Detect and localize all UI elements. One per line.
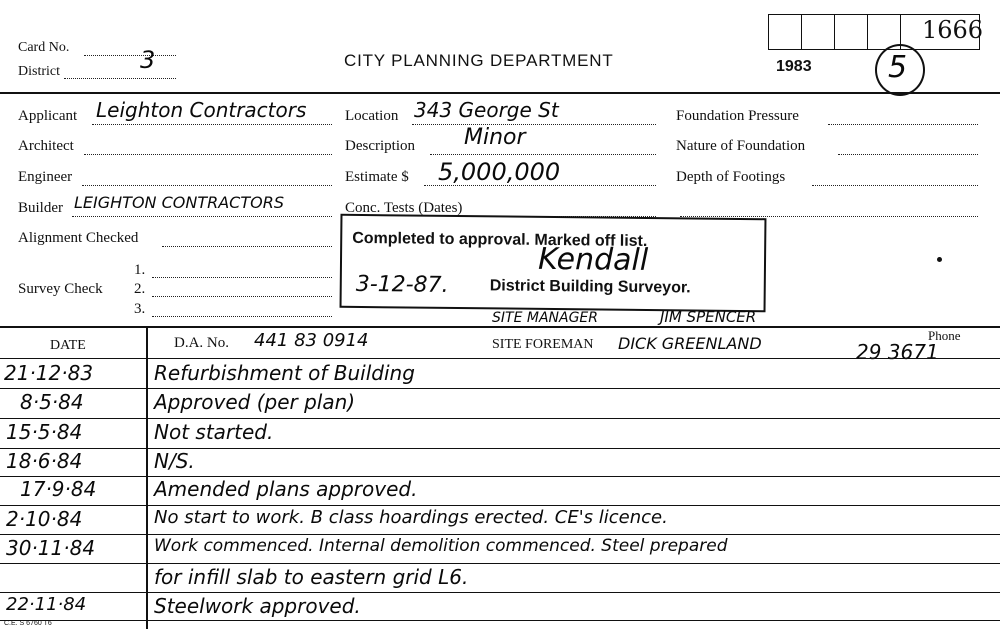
log-date: 21·12·83 <box>4 361 94 385</box>
survey-line-3 <box>152 316 332 317</box>
site-foreman-label: SITE FOREMAN <box>492 337 594 352</box>
survey-line-1 <box>152 277 332 278</box>
table-header-rule <box>0 358 1000 359</box>
district-line <box>64 78 176 79</box>
log-date: 30·11·84 <box>6 536 96 560</box>
approval-stamp <box>340 214 767 312</box>
location-value: 343 George St <box>414 98 559 122</box>
phone-value: 29 3671 <box>856 340 939 364</box>
log-text: Refurbishment of Building <box>154 361 415 385</box>
circled-number: 5 <box>888 50 908 85</box>
file-number: 1666 <box>922 16 984 44</box>
architect-label: Architect <box>18 138 74 154</box>
site-foreman-name: DICK GREENLAND <box>618 334 762 353</box>
da-value: 441 83 0914 <box>254 330 369 351</box>
log-text: Work commenced. Internal demolition commenced. Steel prepared <box>154 536 728 556</box>
foundation-pressure-label: Foundation Pressure <box>676 108 799 124</box>
site-manager-label: SITE MANAGER <box>492 310 598 326</box>
district-label: District <box>18 64 60 79</box>
survey-num-1: 1. <box>134 262 146 278</box>
depth-footings-label: Depth of Footings <box>676 169 786 185</box>
survey-line-2 <box>152 296 332 297</box>
row-rule <box>0 620 1000 621</box>
depth-footings-line <box>812 185 978 186</box>
survey-num-3: 3. <box>134 301 146 317</box>
log-date: 22·11·84 <box>6 594 87 615</box>
row-rule <box>0 563 1000 564</box>
estimate-value: 5,000,000 <box>438 158 561 186</box>
log-text: Amended plans approved. <box>154 477 418 501</box>
log-date: 2·10·84 <box>6 507 83 531</box>
log-text: N/S. <box>154 449 195 473</box>
stamp-date: 3-12-87. <box>355 271 449 298</box>
description-label: Description <box>345 138 415 154</box>
builder-label: Builder <box>18 200 63 216</box>
form-code: C.E. S 6760 T6 <box>4 620 52 627</box>
stamp-line-1: Completed to approval. Marked off list. <box>352 229 648 250</box>
log-text: Steelwork approved. <box>154 594 361 618</box>
document-title: CITY PLANNING DEPARTMENT <box>344 51 614 70</box>
card-no-line <box>84 55 176 56</box>
engineer-label: Engineer <box>18 169 73 185</box>
engineer-line <box>82 185 332 186</box>
survey-check-label: Survey Check <box>18 281 103 297</box>
survey-num-2: 2. <box>134 281 146 297</box>
alignment-label: Alignment Checked <box>18 230 139 246</box>
nature-foundation-line <box>838 154 978 155</box>
foundation-pressure-line <box>828 124 978 125</box>
file-number-box-2 <box>801 14 835 50</box>
log-date: 17·9·84 <box>20 477 97 501</box>
description-line <box>430 154 656 155</box>
builder-line <box>72 216 332 217</box>
row-rule <box>0 448 1000 449</box>
row-rule <box>0 592 1000 593</box>
architect-line <box>84 154 332 155</box>
description-value: Minor <box>464 125 526 150</box>
row-rule <box>0 388 1000 389</box>
applicant-line <box>92 124 332 125</box>
applicant-label: Applicant <box>18 108 78 124</box>
file-number-box-3 <box>834 14 868 50</box>
date-column-divider <box>146 326 148 629</box>
card-no-value: 3 <box>140 46 156 74</box>
log-text: Not started. <box>154 420 274 444</box>
header-rule <box>0 92 1000 94</box>
log-date: 8·5·84 <box>20 390 84 414</box>
builder-value: LEIGHTON CONTRACTORS <box>74 193 284 212</box>
stray-dot <box>937 257 942 262</box>
da-label: D.A. No. <box>174 335 229 351</box>
log-date: 15·5·84 <box>6 420 83 444</box>
file-number-box-1 <box>768 14 802 50</box>
stamp-title: District Building Surveyor. <box>489 277 691 297</box>
date-header: DATE <box>50 338 86 353</box>
phone-label: Phone <box>928 328 961 343</box>
year: 1983 <box>776 58 812 75</box>
stamp-signature: Kendall <box>537 241 649 278</box>
row-rule <box>0 418 1000 419</box>
location-line <box>412 124 656 125</box>
conc-tests-label: Conc. Tests (Dates) <box>345 200 463 216</box>
log-text: for infill slab to eastern grid L6. <box>154 565 469 589</box>
row-rule <box>0 476 1000 477</box>
location-label: Location <box>345 108 399 124</box>
log-date: 18·6·84 <box>6 449 83 473</box>
table-top-rule <box>0 326 1000 328</box>
alignment-line <box>162 246 332 247</box>
nature-foundation-label: Nature of Foundation <box>676 138 806 154</box>
site-manager-name: JIM SPENCER <box>660 308 757 326</box>
log-text: No start to work. B class hoardings erected. CE's licence. <box>154 507 668 528</box>
log-text: Approved (per plan) <box>154 390 356 414</box>
row-rule <box>0 505 1000 506</box>
estimate-label: Estimate $ <box>345 169 409 185</box>
applicant-value: Leighton Contractors <box>96 98 307 122</box>
card-no-label: Card No. <box>18 40 70 55</box>
row-rule <box>0 534 1000 535</box>
